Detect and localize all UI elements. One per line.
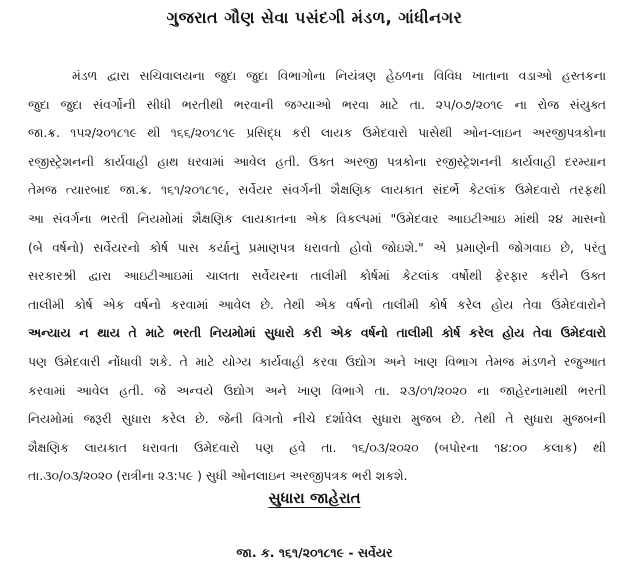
body-line: (બે વર્ષનો) સર્વેયરનો કોર્ષ પાસ કર્યાનું પ્રમાણપત્ર ધરાવતો હોવો જોઇશે." એ પ્રમાણેની જોગવાઇ છે, પરંતુ (28, 239, 606, 255)
body-line: મંડળ દ્વારા સચિવાલયના જુદા જુદા વિભાગોના નિયંત્રણ હેઠળના વિવિધ ખાતાના વડાઓ હસ્તકના (72, 68, 606, 83)
body-line: શૈક્ષણિક લાયકાત ધરાવતા ઉમેદવારો પણ હવે તા. ૧૬/૦૩/૨૦૨૦ (બપોરના ૧૪:૦૦ કલાક) થી (28, 439, 606, 455)
body-line-emphasis: અન્યાય ન થાય તે માટે ભરતી નિયમોમાં સુધારો કરી એક વર્ષનો તાલીમી કોર્ષ કરેલ હોય તેવા ઉમેદવારો (28, 325, 606, 341)
body-line: જુદા જુદા સંવર્ગોની સીધી ભરતીથી ભરવાની જગ્યાઓ ભરવા માટે તા. ૨૫/૦૭/૨૦૧૯ ના રોજ સંયુક્ત (28, 96, 606, 112)
body-line: તાલીમી કોર્ષ એક વર્ષનો કરવામાં આવેલ છે. તેથી એક વર્ષનો તાલીમી કોર્ષ કરેલ હોય તેવા ઉમેદવારોને (28, 296, 606, 312)
section-heading-text: સુધારા જાહેરાત (268, 489, 361, 507)
body-line: નિયમોમાં જરૂરી સુધારા કરેલ છે. જેની વિગતો નીચે દર્શાવેલ સુધારા મુજબ છે. તેથી તે સુધારા મુજબની (28, 411, 606, 427)
body-line: કરવામાં આવેલ હતી. જે અન્વયે ઉદ્યોગ અને ખાણ વિભાગે તા. ૨૩/૦૧/૨૦૨૦ ના જાહેરનામાથી ભરતી (28, 382, 606, 398)
section-heading (0, 489, 629, 507)
body-line: રજીસ્ટ્રેશનની કાર્યવાહી હાથ ધરવામાં આવેલ હતી. ઉક્ત અરજી પત્રકોના રજીસ્ટ્રેશનની કાર્યવાહી દરમ્યાન (28, 153, 606, 169)
body-line: તેમજ ત્યારબાદ જા.ક્ર. ૧૬૧/૨૦૧૮૧૯, સર્વેયર સંવર્ગની શૈક્ષણિક લાયકાત સંદર્ભે કેટલાંક ઉમેદવારો તરફથી (28, 182, 606, 198)
body-line: આ સંવર્ગના ભરતી નિયમોમાં શૈક્ષણિક લાયકાતના એક વિકલ્પમાં "ઉમેદવાર આઇટીઆઇ માંથી ૨૪ માસનો (28, 210, 606, 226)
advertisement-reference: જા. ક. ૧૬૧/૨૦૧૮૧૯ - સર્વેયર (236, 545, 393, 560)
body-line: તા.૩૦/૦૩/૨૦૨૦ (રાત્રીના ૨૩:૫૯ ) સુધી ઓનલાઇન અરજીપત્રક ભરી શકશે. (28, 468, 408, 484)
notice-body (28, 62, 606, 491)
page-title: ગુજરાત ગૌણ સેવા પસંદગી મંડળ, ગાંધીનગર (166, 8, 463, 27)
body-line: જા.ક્ર. ૧૫૨/૨૦૧૮૧૯ થી ૧૬૬/૨૦૧૮૧૯ પ્રસિદ્ધ કરી લાયક ઉમેદવારો પાસેથી ઓન-લાઇન અરજીપત્રકોના (28, 125, 606, 141)
body-line: પણ ઉમેદવારી નોંધાવી શકે. તે માટે યોગ્ય કાર્યવાહી કરવા ઉદ્યોગ અને ખાણ વિભાગ તેમજ મંડળને રજુઆત (28, 353, 606, 369)
body-line: સરકારશ્રી દ્વારા આઇટીઆઇમાં ચાલતા સર્વેયરના તાલીમી કોર્ષમાં કેટલાંક વર્ષોથી ફેરફાર કરીને ઉક્ત (28, 268, 606, 284)
